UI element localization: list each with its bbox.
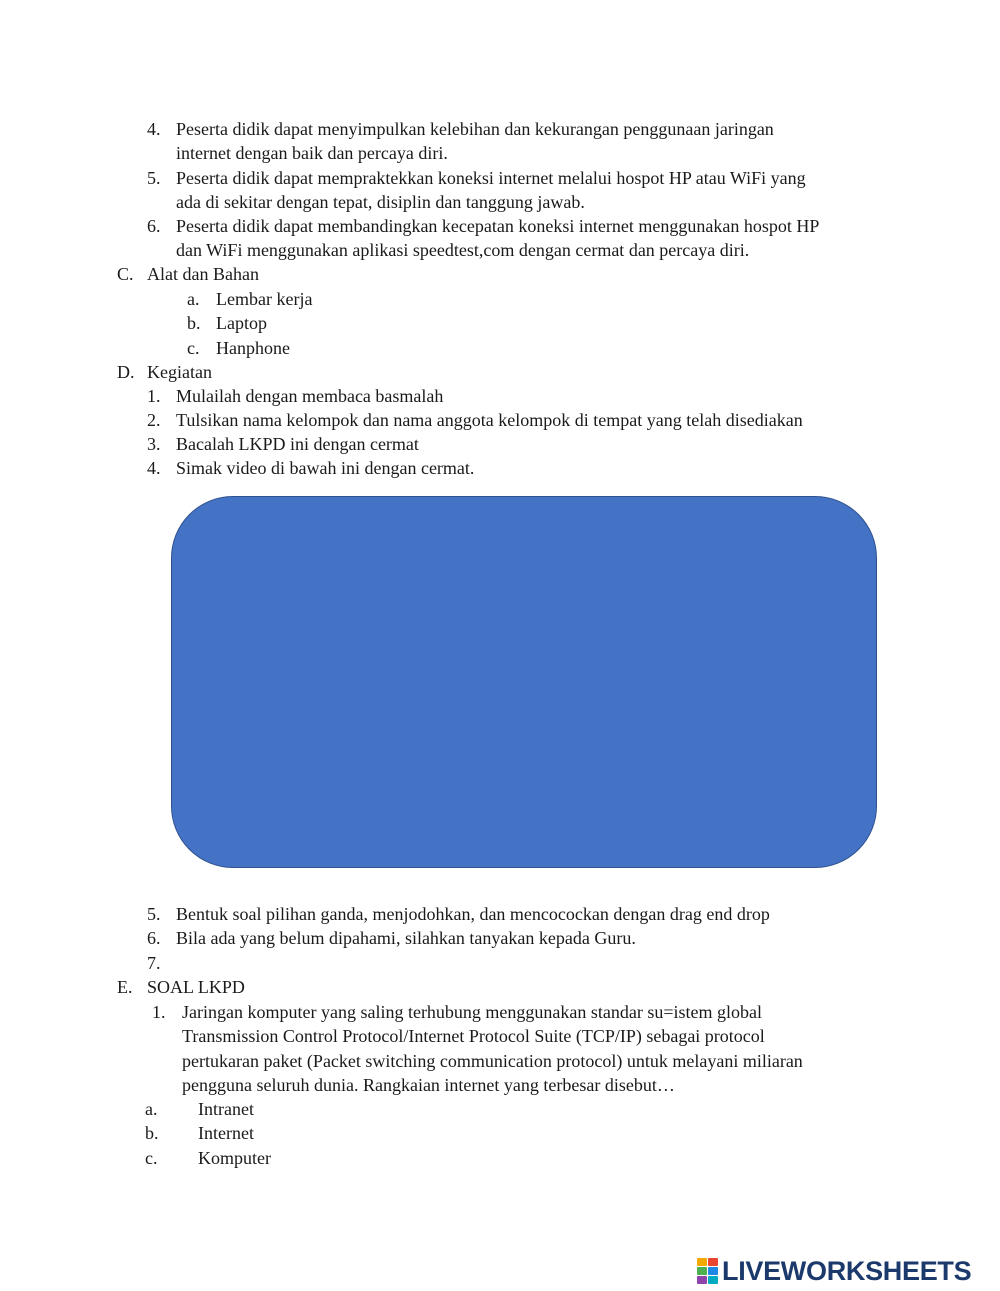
video-placeholder[interactable] <box>171 496 877 868</box>
liveworksheets-logo <box>697 1255 971 1287</box>
liveworksheets-logo-text: LIVEWORKSHEETS <box>722 1255 972 1286</box>
liveworksheets-logo-icon <box>697 1258 718 1284</box>
